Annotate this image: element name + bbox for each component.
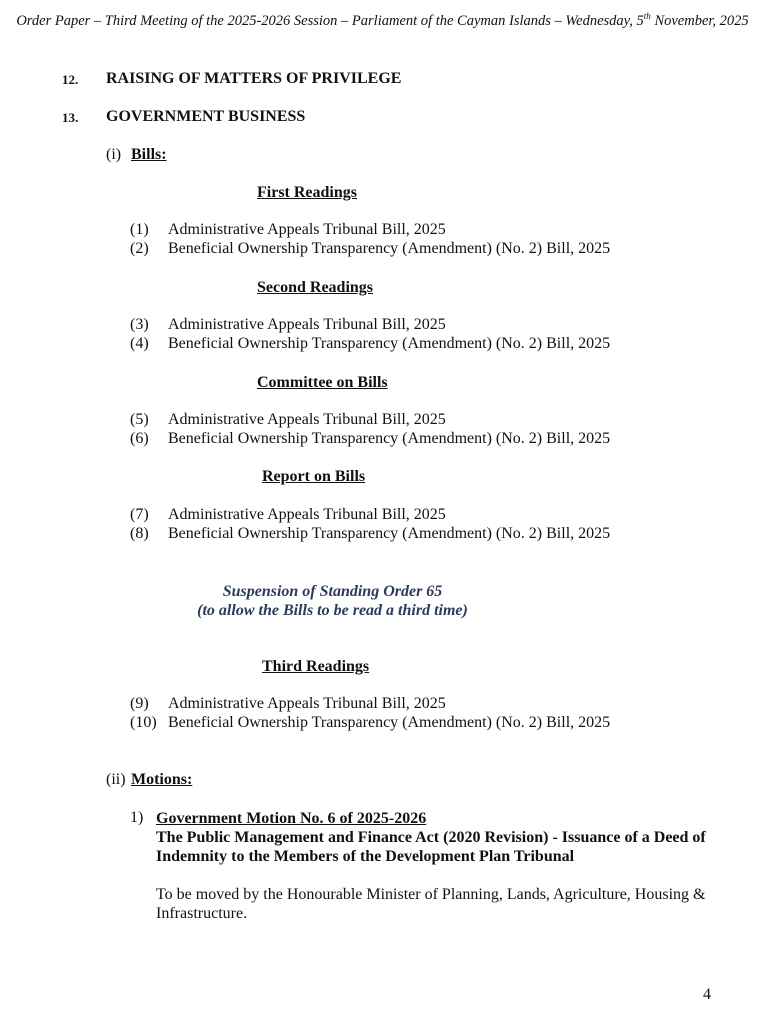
heading-third-readings: Third Readings — [262, 658, 370, 675]
item-text: Administrative Appeals Tribunal Bill, 2025 — [168, 506, 446, 523]
item-number: (5) — [130, 411, 149, 428]
item-number: (2) — [130, 240, 149, 257]
item-text: Administrative Appeals Tribunal Bill, 2025 — [168, 411, 446, 428]
header-text-end: November, 2025 — [650, 12, 749, 29]
section-number: 13. — [62, 110, 79, 125]
item-number: (6) — [130, 430, 149, 447]
item-text: Beneficial Ownership Transparency (Amendment) (No. 2) Bill, 2025 — [168, 335, 611, 352]
section-title: GOVERNMENT BUSINESS — [106, 108, 306, 125]
heading-first-readings: First Readings — [257, 184, 357, 201]
item-number: (1) — [130, 221, 149, 238]
item-number: (8) — [130, 525, 149, 542]
motion-subtitle: The Public Management and Finance Act (2020 Revision) - Issuance of a Deed of Indemnity to the Members of the Development Plan Tribunal — [156, 829, 706, 865]
subsection-label: (ii) — [106, 771, 126, 788]
item-number: (9) — [130, 695, 149, 712]
suspension-note — [0, 582, 715, 620]
item-text: Administrative Appeals Tribunal Bill, 2025 — [168, 316, 446, 333]
item-text: Administrative Appeals Tribunal Bill, 2025 — [168, 221, 446, 238]
header-superscript: th — [643, 11, 651, 21]
section-number: 12. — [62, 72, 79, 87]
header-text: Order Paper – Third Meeting of the 2025-2026 Session – Parliament of the Cayman Islands – Wednesday, 5 — [16, 12, 644, 29]
suspension-line-2: (to allow the Bills to be read a third time) — [197, 602, 468, 619]
item-number: (4) — [130, 335, 149, 352]
heading-second-readings: Second Readings — [257, 279, 374, 296]
item-number: (7) — [130, 506, 149, 523]
section-title: RAISING OF MATTERS OF PRIVILEGE — [106, 70, 402, 87]
subsection-title: Motions: — [131, 771, 193, 788]
item-number: (3) — [130, 316, 149, 333]
motion-number: 1) — [130, 809, 144, 826]
item-text: Beneficial Ownership Transparency (Amendment) (No. 2) Bill, 2025 — [168, 430, 611, 447]
item-text: Beneficial Ownership Transparency (Amendment) (No. 2) Bill, 2025 — [168, 714, 611, 731]
motion-body — [156, 809, 706, 923]
item-text: Beneficial Ownership Transparency (Amendment) (No. 2) Bill, 2025 — [168, 525, 611, 542]
page-header — [0, 11, 765, 30]
subsection-title: Bills: — [131, 146, 167, 163]
motion-description: To be moved by the Honourable Minister of Planning, Lands, Agriculture, Housing & Infrastructure. — [156, 886, 706, 922]
suspension-line-1: Suspension of Standing Order 65 — [222, 583, 443, 600]
item-text: Administrative Appeals Tribunal Bill, 2025 — [168, 695, 446, 712]
heading-report-on-bills: Report on Bills — [262, 468, 366, 485]
item-number: (10) — [130, 714, 157, 731]
page-number: 4 — [703, 986, 711, 1003]
subsection-label: (i) — [106, 146, 122, 163]
item-text: Beneficial Ownership Transparency (Amendment) (No. 2) Bill, 2025 — [168, 240, 611, 257]
heading-committee-on-bills: Committee on Bills — [257, 374, 388, 391]
motion-title: Government Motion No. 6 of 2025-2026 — [156, 810, 427, 827]
